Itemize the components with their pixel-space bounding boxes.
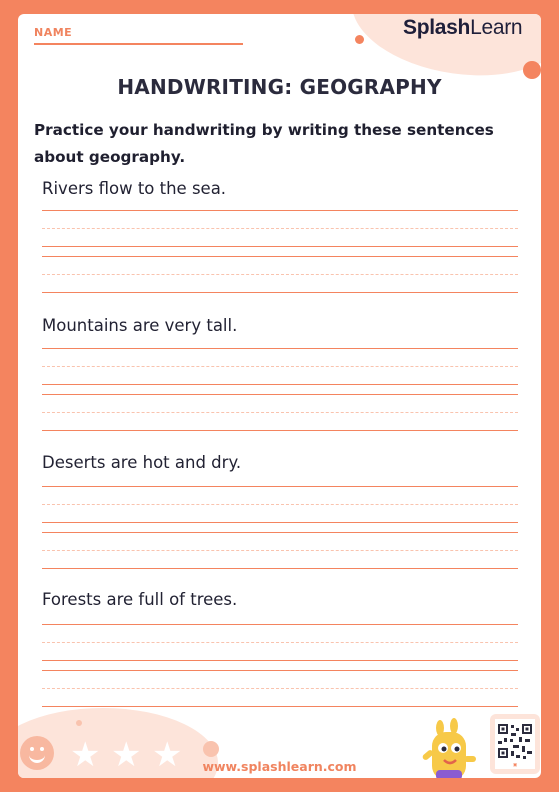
writing-line[interactable] — [42, 210, 518, 211]
splashlearn-logo — [403, 16, 522, 40]
logo-part2: Learn — [470, 16, 523, 39]
writing-line[interactable] — [42, 384, 518, 385]
decorative-dot — [203, 741, 219, 757]
writing-guide-line — [42, 412, 518, 413]
writing-guide-line — [42, 228, 518, 229]
writing-guide-line — [42, 504, 518, 505]
practice-block — [42, 453, 518, 573]
writing-line[interactable] — [42, 706, 518, 707]
name-input-line[interactable] — [34, 43, 243, 45]
writing-line[interactable] — [42, 568, 518, 569]
writing-guide-line — [42, 366, 518, 367]
practice-block — [42, 316, 518, 436]
star-icon: ★ — [70, 735, 101, 775]
practice-sentence: Rivers flow to the sea. — [42, 179, 227, 198]
writing-line[interactable] — [42, 670, 518, 671]
decorative-dot — [355, 35, 364, 44]
writing-line[interactable] — [42, 486, 518, 487]
writing-line[interactable] — [42, 660, 518, 661]
practice-block — [42, 179, 518, 299]
writing-line[interactable] — [42, 522, 518, 523]
logo-part1: Splash — [403, 16, 471, 39]
practice-sentence: Forests are full of trees. — [42, 590, 238, 609]
mascot-icon — [420, 718, 490, 778]
star-icon: ★ — [111, 735, 142, 775]
practice-sentence: Mountains are very tall. — [42, 316, 238, 335]
instructions-text: Practice your handwriting by writing these sentences about geography. — [34, 121, 494, 166]
decorative-dot — [76, 720, 82, 726]
practice-sentence: Deserts are hot and dry. — [42, 453, 242, 472]
writing-line[interactable] — [42, 292, 518, 293]
name-label: NAME — [34, 26, 73, 39]
qr-code-frame — [490, 714, 540, 774]
writing-line[interactable] — [42, 532, 518, 533]
writing-line[interactable] — [42, 624, 518, 625]
svg-text:▣: ▣ — [512, 763, 518, 768]
worksheet-page — [18, 14, 541, 778]
star-icon: ★ — [152, 735, 183, 775]
qr-code-icon[interactable] — [495, 719, 535, 769]
writing-line[interactable] — [42, 256, 518, 257]
writing-line[interactable] — [42, 348, 518, 349]
writing-line[interactable] — [42, 394, 518, 395]
website-link[interactable]: www.splashlearn.com — [202, 759, 357, 774]
writing-guide-line — [42, 274, 518, 275]
writing-guide-line — [42, 688, 518, 689]
writing-line[interactable] — [42, 246, 518, 247]
writing-guide-line — [42, 550, 518, 551]
practice-block — [42, 590, 518, 710]
worksheet-title: HANDWRITING: GEOGRAPHY — [117, 75, 442, 99]
writing-guide-line — [42, 642, 518, 643]
writing-line[interactable] — [42, 430, 518, 431]
